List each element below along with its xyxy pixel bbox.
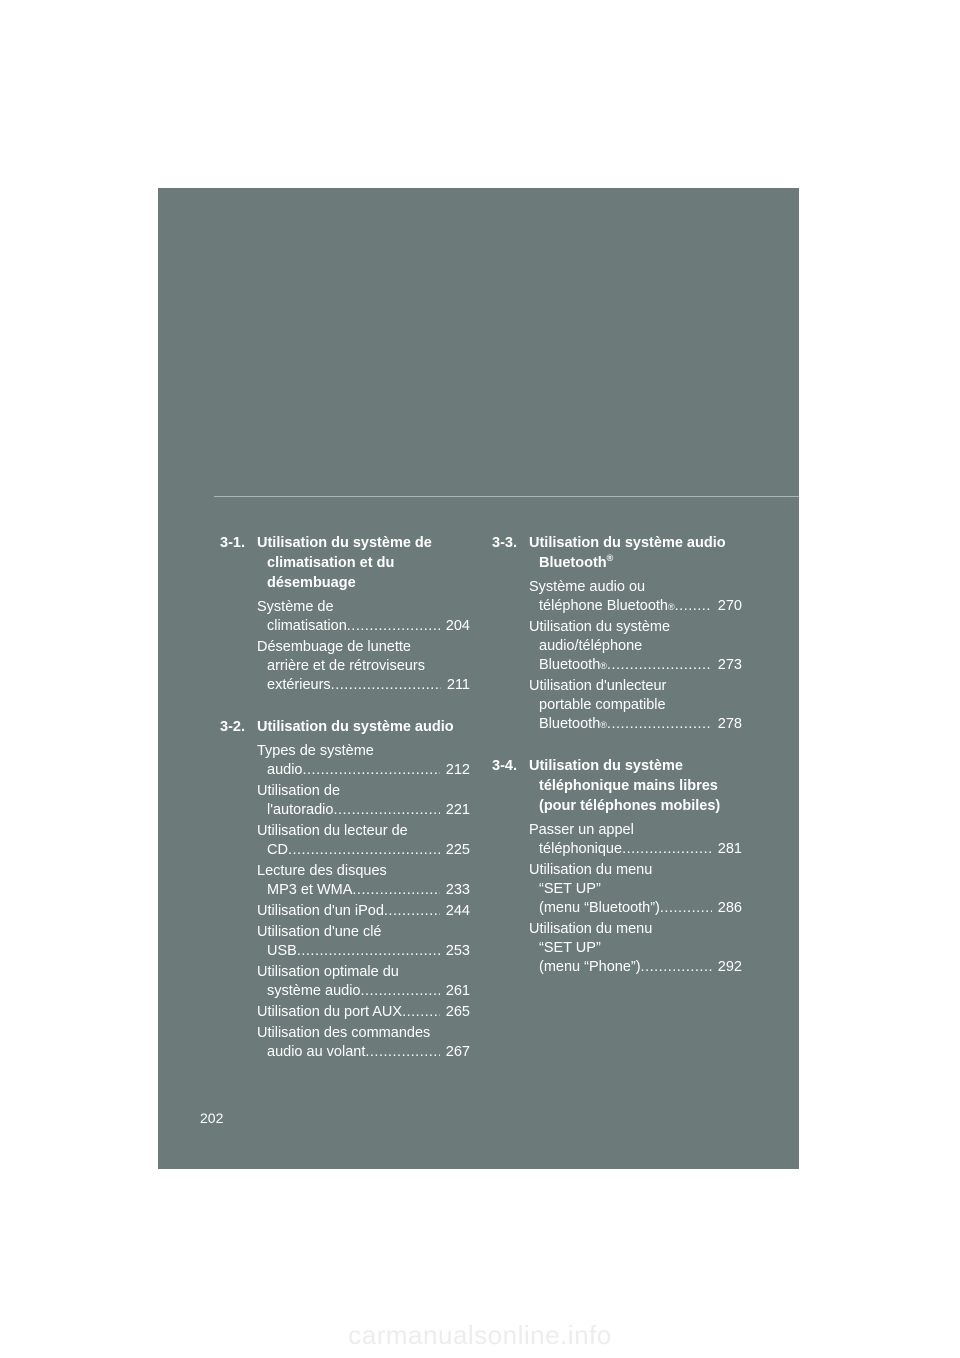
- entry-text-line: Utilisation d'unlecteur: [529, 678, 667, 694]
- entry-text: Bluetooth: [539, 657, 601, 673]
- entry-text: Utilisation d'un iPod: [257, 903, 384, 919]
- section-title-text: Utilisation du système audio Bluetooth: [529, 535, 726, 571]
- dot-leader: [675, 597, 712, 616]
- section-entries: [257, 598, 470, 695]
- entry-text-line: “SET UP”: [539, 881, 601, 897]
- entry-page-number: 267: [445, 1044, 470, 1060]
- toc-entry[interactable]: [257, 862, 470, 900]
- entry-text: (menu “Bluetooth”): [539, 900, 660, 916]
- dot-leader: [660, 899, 712, 918]
- toc-entry[interactable]: [257, 1003, 470, 1022]
- entry-text-line: Utilisation du menu: [529, 921, 653, 937]
- entry-page-number: 244: [445, 903, 470, 919]
- entry-text-line: Système de: [257, 599, 334, 615]
- page-number: 202: [200, 1110, 224, 1126]
- entry-text-line: [257, 942, 470, 961]
- dot-leader: [288, 841, 440, 860]
- entry-text-line: Utilisation de: [257, 783, 341, 799]
- entry-text-line: [257, 982, 470, 1001]
- entry-page-number: 221: [445, 802, 470, 818]
- entry-text: climatisation: [267, 618, 347, 634]
- entry-page-number: 270: [717, 598, 742, 614]
- entry-text-line: audio/téléphone: [539, 638, 643, 654]
- toc-entry[interactable]: [529, 578, 742, 616]
- entry-page-number: 225: [445, 842, 470, 858]
- toc-column-right: [492, 533, 742, 999]
- entry-text-line: Système audio ou: [529, 579, 646, 595]
- entry-page-number: 278: [717, 716, 742, 732]
- toc-entry[interactable]: [257, 598, 470, 636]
- toc-entry[interactable]: [257, 902, 470, 921]
- dot-leader: [365, 1043, 439, 1062]
- entry-text: (menu “Phone”): [539, 959, 641, 975]
- dot-leader: [302, 761, 439, 780]
- entry-text-line: Désembuage de lunette: [257, 639, 411, 655]
- entry-page-number: 253: [445, 943, 470, 959]
- entry-text-line: Types de système: [257, 743, 374, 759]
- entry-text-line: Utilisation du lecteur de: [257, 823, 408, 839]
- entry-text-line: [257, 1043, 470, 1062]
- entry-text: système audio: [267, 983, 361, 999]
- entry-page-number: 286: [717, 900, 742, 916]
- entry-text-line: Bluetooth ® ..... 273: [529, 656, 742, 675]
- entry-text-line: téléphone Bluetooth ® ..... 270: [529, 597, 742, 616]
- entry-page-number: 211: [446, 677, 470, 693]
- section-entries: [257, 742, 470, 1062]
- registered-mark: ®: [606, 553, 614, 564]
- toc-entry[interactable]: [257, 923, 470, 961]
- entry-text: téléphone Bluetooth: [539, 598, 668, 614]
- section-title[interactable]: [257, 533, 470, 593]
- entry-text: USB: [267, 943, 297, 959]
- dot-leader: [347, 617, 440, 636]
- section-entries: [529, 578, 742, 734]
- section-title[interactable]: [529, 533, 742, 573]
- section-number: 3-4.: [492, 758, 517, 774]
- entry-text-line: [257, 676, 470, 695]
- entry-text-line: “SET UP”: [539, 940, 601, 956]
- entry-text-line: Utilisation du menu: [529, 862, 653, 878]
- toc-section: [492, 756, 742, 977]
- entry-page-number: 292: [717, 959, 742, 975]
- entry-page-number: 281: [717, 841, 742, 857]
- entry-text-line: Lecture des disques: [257, 863, 387, 879]
- section-entries: [529, 821, 742, 977]
- entry-text-line: [257, 801, 470, 820]
- entry-page-number: 212: [445, 762, 470, 778]
- toc-section: [220, 717, 470, 1062]
- section-number: 3-2.: [220, 719, 245, 735]
- section-title[interactable]: [529, 756, 742, 816]
- toc-entry[interactable]: [257, 822, 470, 860]
- watermark: carmanualsonline.info: [348, 1320, 612, 1350]
- entry-text: CD: [267, 842, 288, 858]
- toc-entry[interactable]: [257, 638, 470, 695]
- entry-text-line: Passer un appel: [529, 822, 634, 838]
- entry-text-line: Utilisation du système: [529, 619, 671, 635]
- toc-entry[interactable]: [529, 920, 742, 977]
- toc-entry[interactable]: [529, 677, 742, 734]
- entry-text-line: [257, 1003, 470, 1022]
- entry-text-line: [257, 617, 470, 636]
- dot-leader: [384, 902, 440, 921]
- dot-leader: [361, 982, 440, 1001]
- divider-line: [214, 496, 799, 497]
- toc-entry[interactable]: [257, 1024, 470, 1062]
- entry-text: MP3 et WMA: [267, 882, 353, 898]
- toc-entry[interactable]: [257, 782, 470, 820]
- toc-entry[interactable]: [529, 861, 742, 918]
- entry-text-line: arrière et de rétroviseurs: [267, 658, 425, 674]
- section-title[interactable]: [257, 717, 470, 737]
- entry-page-number: 233: [445, 882, 470, 898]
- entry-text-line: [529, 840, 742, 859]
- section-title-text: Utilisation du système de climatisation et du désembuage: [257, 535, 432, 591]
- dot-leader: [331, 676, 441, 695]
- toc-entry[interactable]: [529, 821, 742, 859]
- toc-entry[interactable]: [257, 742, 470, 780]
- toc-section: [220, 533, 470, 695]
- entry-text: l'autoradio: [267, 802, 334, 818]
- entry-text-line: Utilisation des commandes: [257, 1025, 431, 1041]
- dot-leader: [333, 801, 439, 820]
- toc-entry[interactable]: [257, 963, 470, 1001]
- entry-text-line: [529, 899, 742, 918]
- entry-text: extérieurs: [267, 677, 331, 693]
- entry-text-line: [257, 902, 470, 921]
- entry-text: téléphonique: [539, 841, 623, 857]
- entry-text: audio: [267, 762, 303, 778]
- section-title-text: Utilisation du système audio: [257, 719, 454, 735]
- entry-page-number: 265: [445, 1004, 470, 1020]
- entry-page-number: 261: [445, 983, 470, 999]
- entry-text: Utilisation du port AUX: [257, 1004, 403, 1020]
- dot-leader: [641, 958, 712, 977]
- section-number: 3-3.: [492, 535, 517, 551]
- entry-text-line: [257, 881, 470, 900]
- entry-text-line: Utilisation d'une clé: [257, 924, 382, 940]
- toc-section: [492, 533, 742, 734]
- dot-leader: [402, 1003, 440, 1022]
- toc-entry[interactable]: [529, 618, 742, 675]
- entry-text-line: [529, 958, 742, 977]
- entry-text-line: [257, 761, 470, 780]
- entry-text: Bluetooth: [539, 716, 601, 732]
- entry-text-line: [257, 841, 470, 860]
- entry-text-line: portable compatible: [539, 697, 666, 713]
- dot-leader: [297, 942, 440, 961]
- section-number: 3-1.: [220, 535, 245, 551]
- dot-leader: [607, 715, 712, 734]
- entry-page-number: 273: [717, 657, 742, 673]
- dot-leader: [352, 881, 439, 900]
- dot-leader: [622, 840, 712, 859]
- dot-leader: [607, 656, 712, 675]
- entry-text-line: Bluetooth ® ..... 278: [529, 715, 742, 734]
- entry-page-number: 204: [445, 618, 470, 634]
- entry-text-line: Utilisation optimale du: [257, 964, 399, 980]
- toc-column-left: [220, 533, 470, 1084]
- section-title-text: Utilisation du système téléphonique mains libres (pour téléphones mobiles): [529, 758, 721, 814]
- entry-text: audio au volant: [267, 1044, 366, 1060]
